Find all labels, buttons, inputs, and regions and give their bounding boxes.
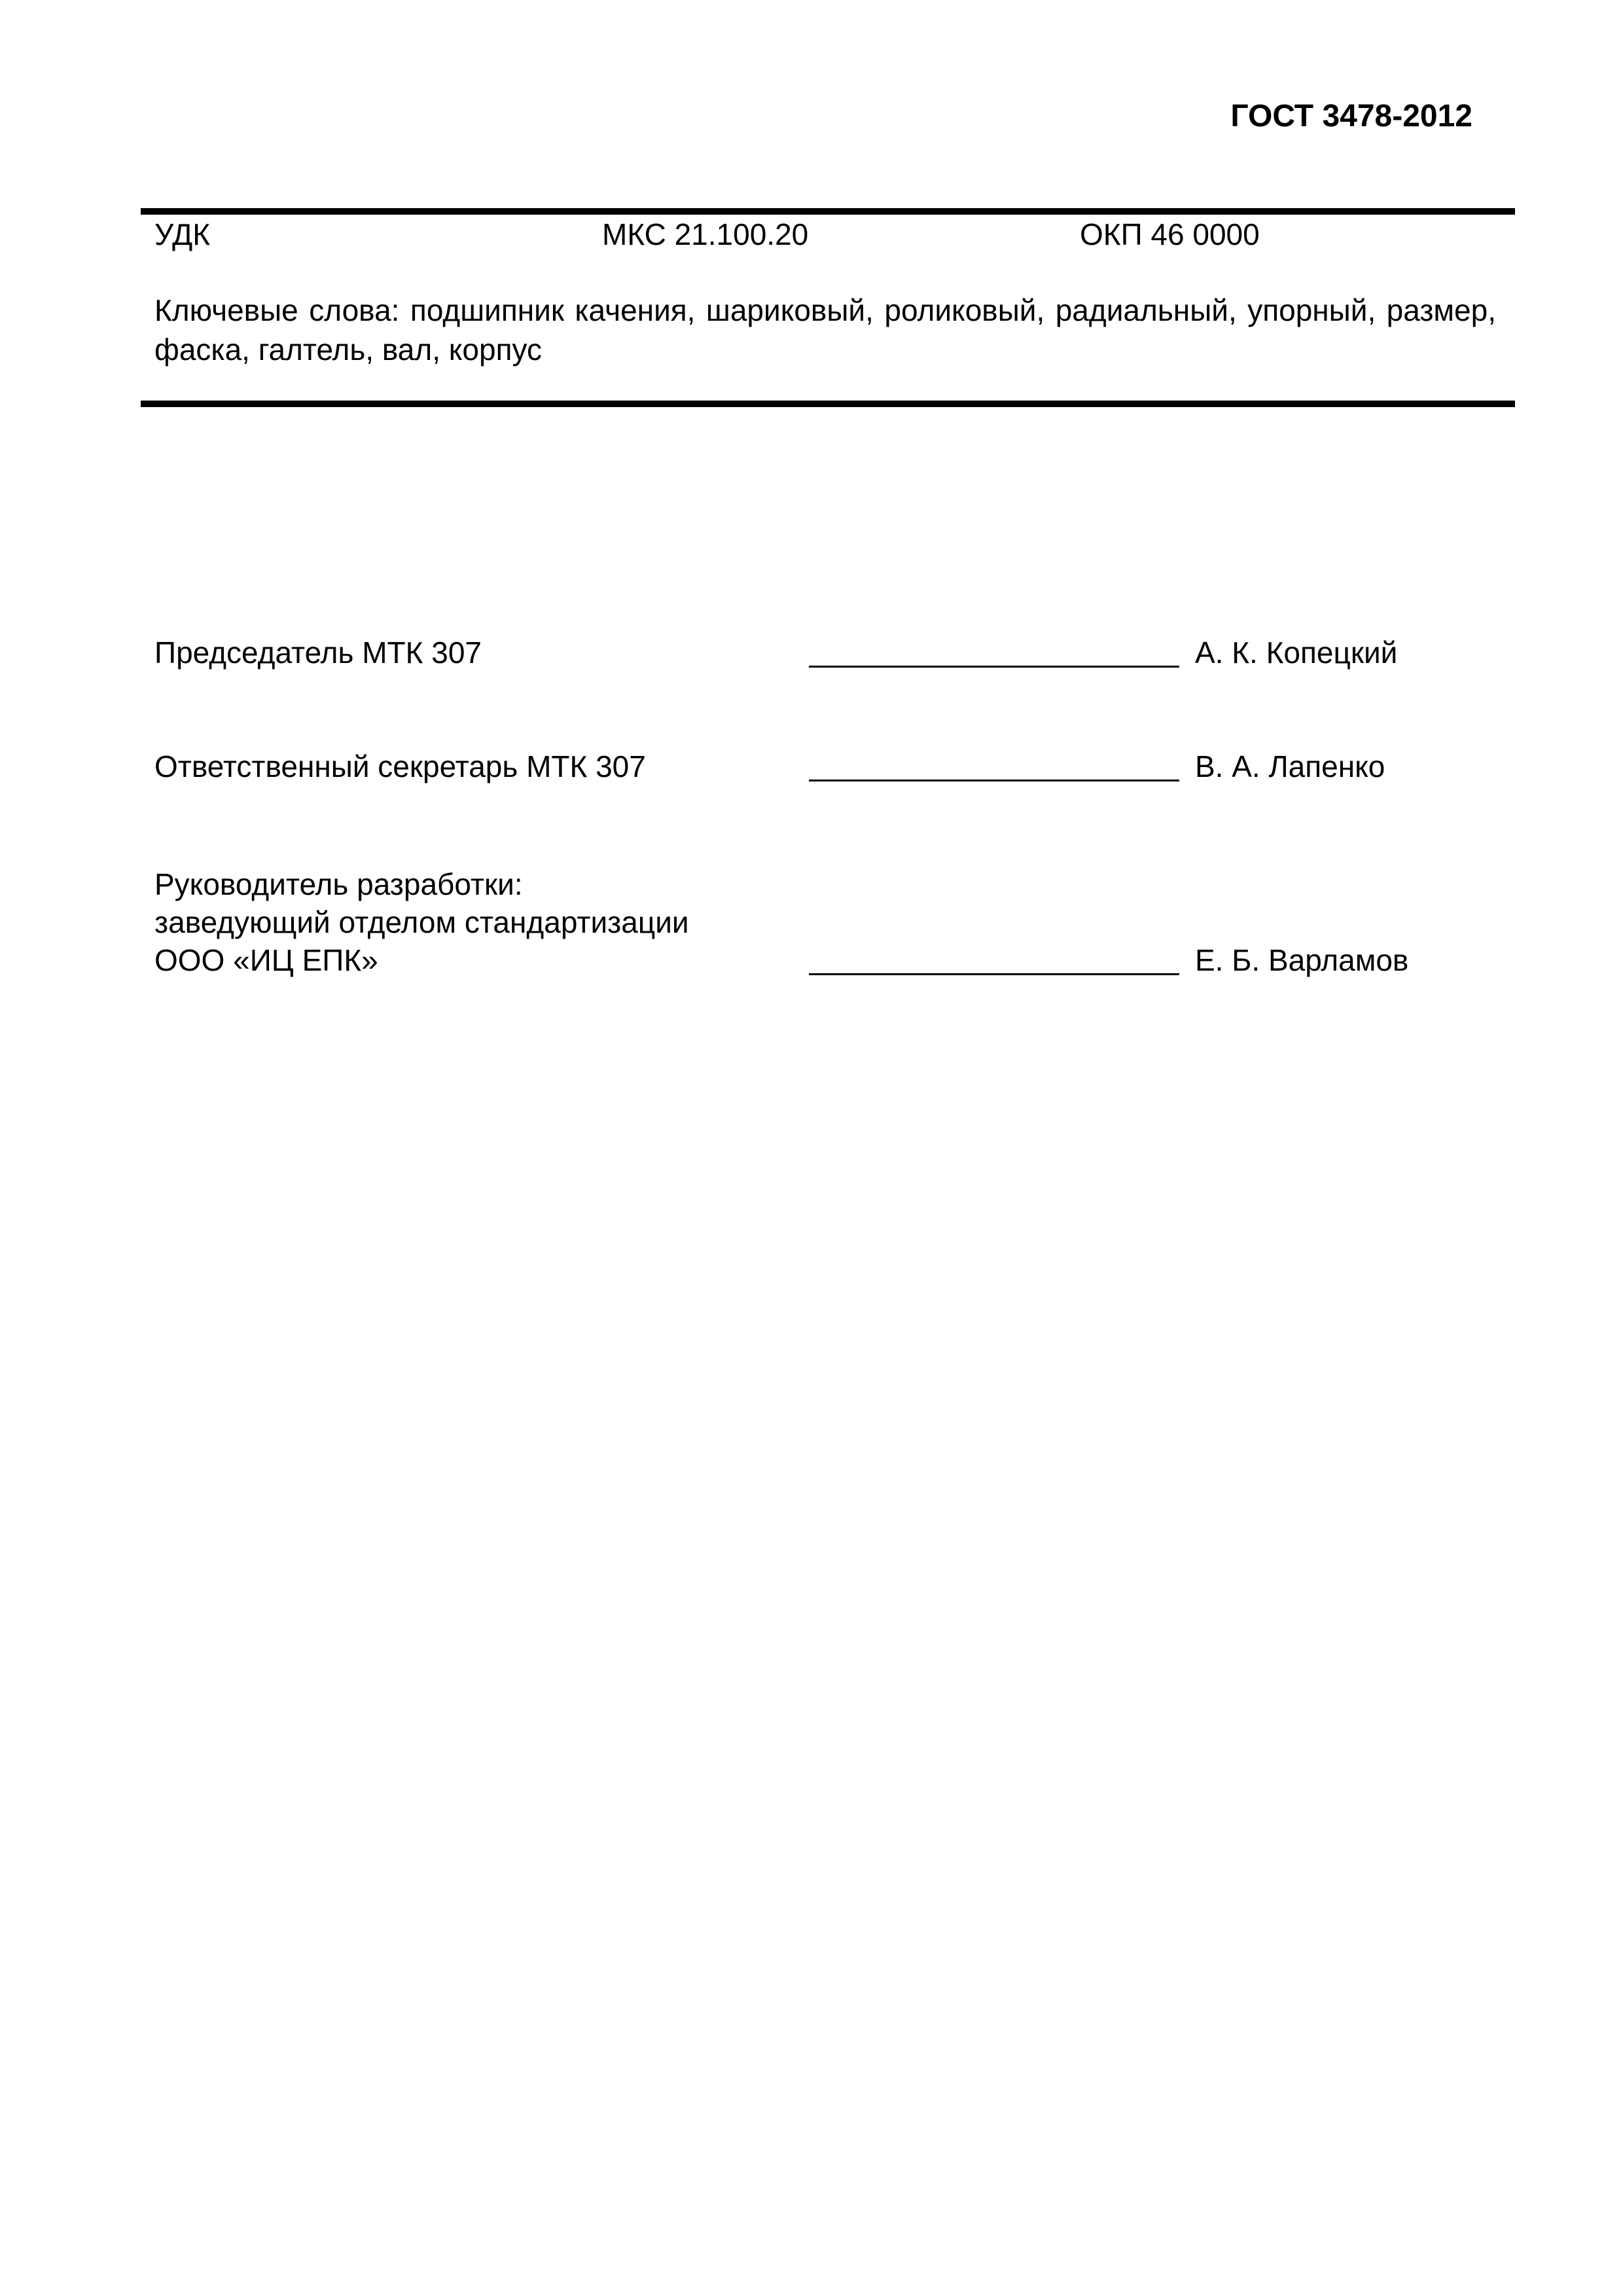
signature-role	[154, 865, 689, 979]
keywords-text: Ключевые слова: подшипник качения, шариковый, роликовый, радиальный, упорный, размер, фаска, галтель, вал, корпус	[154, 293, 1496, 367]
signature-role	[154, 634, 482, 672]
signature-role-line: Ответственный секретарь МТК 307	[154, 749, 646, 783]
signature-role-line: заведующий отделом стандартизации	[154, 905, 689, 939]
signature-row-development-lead	[154, 857, 1496, 979]
udk-code: УДК	[154, 217, 211, 251]
signature-line	[809, 666, 1179, 668]
signature-role-line: Руководитель разработки:	[154, 867, 523, 901]
signature-row-chairman	[154, 628, 1496, 672]
signatory-name: Е. Б. Варламов	[1195, 943, 1409, 977]
standard-code: ГОСТ 3478-2012	[1230, 99, 1472, 134]
okp-code: ОКП 46 0000	[1080, 217, 1260, 251]
signature-role	[154, 747, 646, 785]
mks-code: МКС 21.100.20	[602, 217, 809, 251]
signature-line	[809, 973, 1179, 975]
signature-role-line: ООО «ИЦ ЕПК»	[154, 943, 378, 977]
bottom-rule	[141, 401, 1515, 407]
signature-role-line: Председатель МТК 307	[154, 636, 482, 670]
signatory-name: В. А. Лапенко	[1195, 749, 1385, 783]
signatory-name: А. К. Копецкий	[1195, 636, 1398, 670]
top-rule	[141, 208, 1515, 215]
signature-line	[809, 780, 1179, 781]
signature-row-secretary	[154, 742, 1496, 785]
